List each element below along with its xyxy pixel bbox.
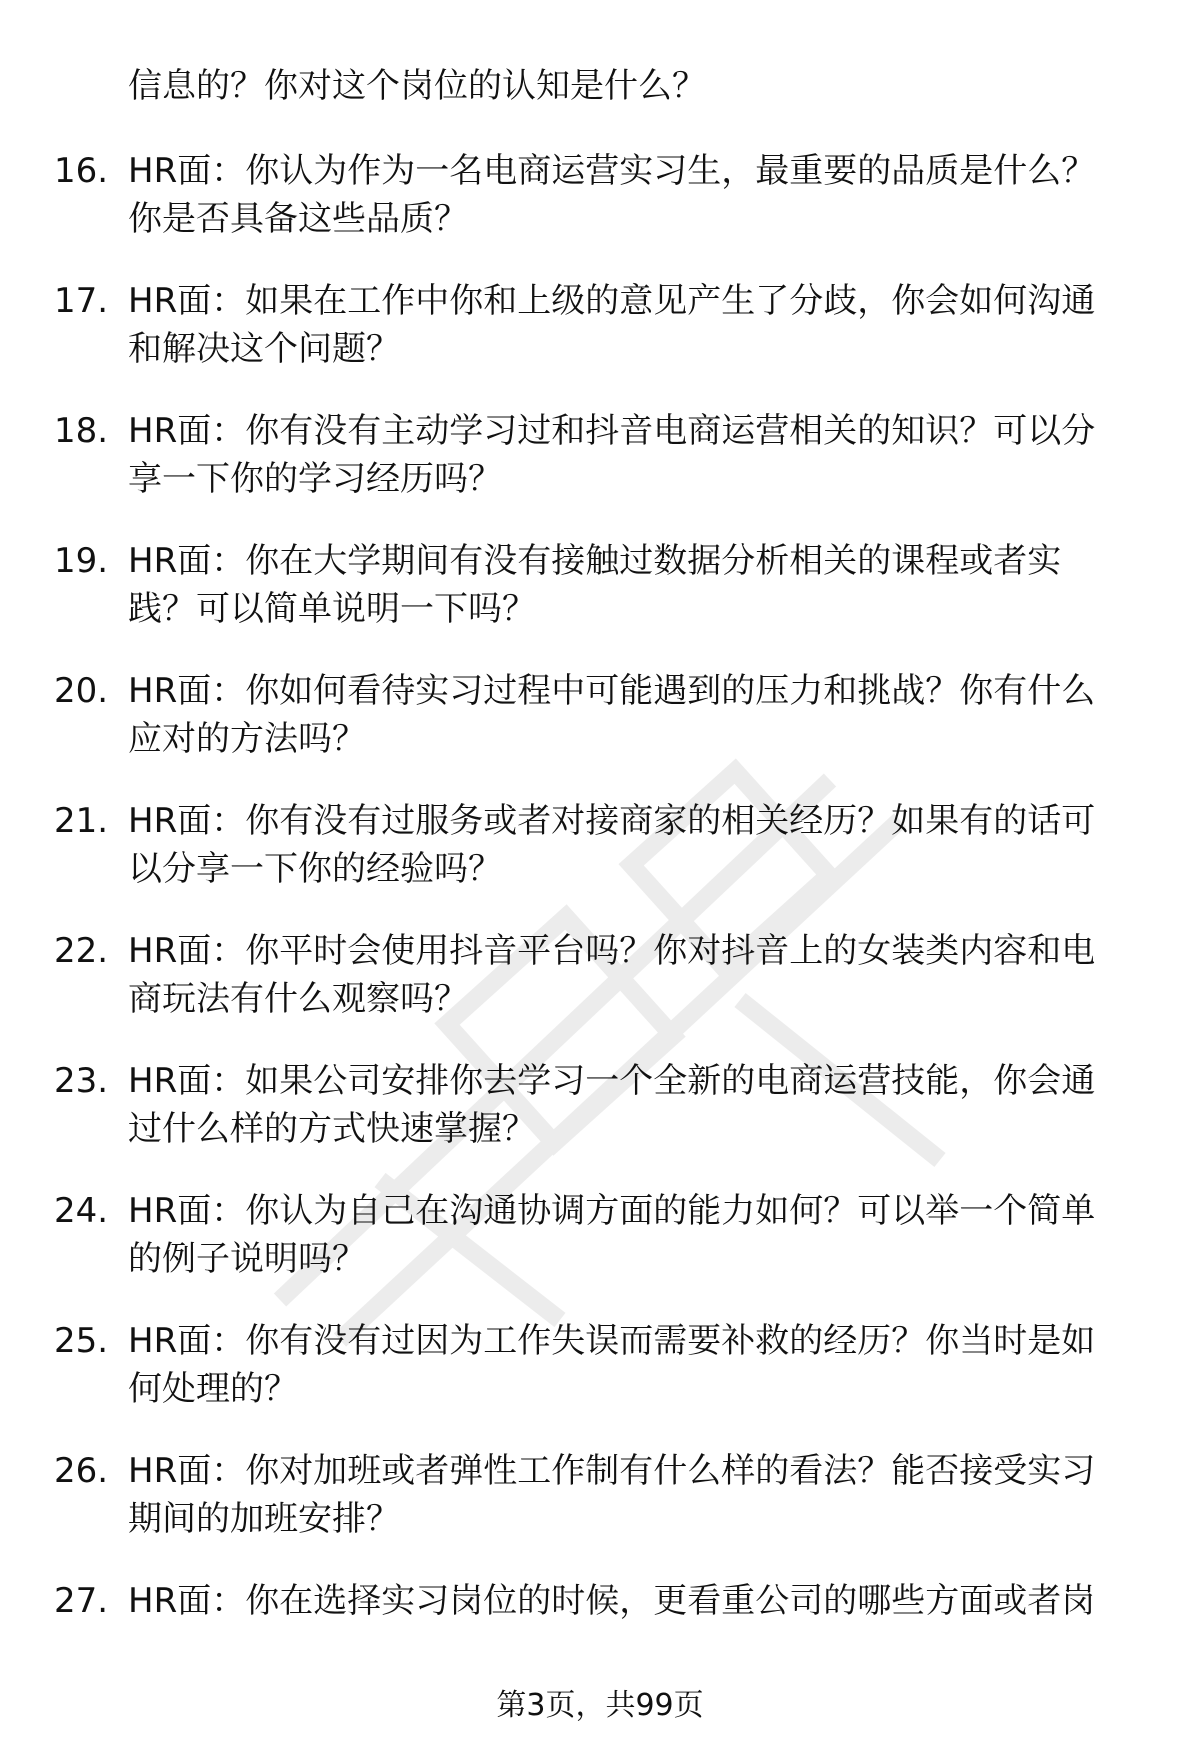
question-item xyxy=(0,277,1200,407)
question-text-line2: 以分享一下你的经验吗？ xyxy=(128,849,502,889)
question-text-line2: 过什么样的方式快速掌握？ xyxy=(128,1109,536,1149)
question-text-line2: 商玩法有什么观察吗？ xyxy=(128,979,468,1019)
question-text-line1: HR面：你平时会使用抖音平台吗？你对抖音上的女装类内容和电 xyxy=(128,931,1096,971)
question-text-line1: HR面：如果公司安排你去学习一个全新的电商运营技能，你会通 xyxy=(128,1061,1096,1101)
question-list xyxy=(0,147,1200,1707)
question-text-line1: HR面：你对加班或者弹性工作制有什么样的看法？能否接受实习 xyxy=(128,1451,1096,1491)
question-item xyxy=(0,537,1200,667)
question-text-line2: 你是否具备这些品质？ xyxy=(128,199,468,239)
question-text-line1: HR面：你在大学期间有没有接触过数据分析相关的课程或者实 xyxy=(128,541,1062,581)
question-item xyxy=(0,1187,1200,1317)
question-item xyxy=(0,667,1200,797)
question-number: 18. xyxy=(54,411,109,451)
question-text-line1: HR面：你认为自己在沟通协调方面的能力如何？可以举一个简单 xyxy=(128,1191,1096,1231)
question-item xyxy=(0,1317,1200,1447)
question-text-line2: 践？可以简单说明一下吗？ xyxy=(128,589,536,629)
page-footer: 第3页，共99页 xyxy=(496,1688,704,1723)
question-item xyxy=(0,797,1200,927)
question-number: 16. xyxy=(54,151,109,191)
question-text-line1: HR面：你有没有主动学习过和抖音电商运营相关的知识？可以分 xyxy=(128,411,1096,451)
question-item xyxy=(0,407,1200,537)
question-text-line2: 应对的方法吗？ xyxy=(128,719,366,759)
question-number: 23. xyxy=(54,1061,109,1101)
question-text-line1: HR面：你在选择实习岗位的时候，更看重公司的哪些方面或者岗 xyxy=(128,1581,1096,1621)
question-text-line1: HR面：你认为作为一名电商运营实习生，最重要的品质是什么？ xyxy=(128,151,1096,191)
question-text-line1: HR面：你有没有过服务或者对接商家的相关经历？如果有的话可 xyxy=(128,801,1096,841)
question-number: 26. xyxy=(54,1451,109,1491)
question-number: 21. xyxy=(54,801,109,841)
question-item xyxy=(0,927,1200,1057)
question-number: 17. xyxy=(54,281,109,321)
question-text-line2: 何处理的？ xyxy=(128,1369,298,1409)
question-text-line1: HR面：你如何看待实习过程中可能遇到的压力和挑战？你有什么 xyxy=(128,671,1096,711)
question-number: 27. xyxy=(54,1581,109,1621)
question-number: 20. xyxy=(54,671,109,711)
question-text-line2: 期间的加班安排？ xyxy=(128,1499,400,1539)
question-item xyxy=(0,147,1200,277)
question-text-line2: 的例子说明吗？ xyxy=(128,1239,366,1279)
question-number: 25. xyxy=(54,1321,109,1361)
question-text-line1: HR面：如果在工作中你和上级的意见产生了分歧，你会如何沟通 xyxy=(128,281,1096,321)
question-number: 24. xyxy=(54,1191,109,1231)
question-item xyxy=(0,1447,1200,1577)
continuation-text: 信息的？你对这个岗位的认知是什么？ xyxy=(128,66,706,106)
question-item xyxy=(0,1057,1200,1187)
question-number: 19. xyxy=(54,541,109,581)
question-text-line2: 享一下你的学习经历吗？ xyxy=(128,459,502,499)
question-text-line1: HR面：你有没有过因为工作失误而需要补救的经历？你当时是如 xyxy=(128,1321,1096,1361)
question-text-line2: 和解决这个问题？ xyxy=(128,329,400,369)
question-number: 22. xyxy=(54,931,109,971)
